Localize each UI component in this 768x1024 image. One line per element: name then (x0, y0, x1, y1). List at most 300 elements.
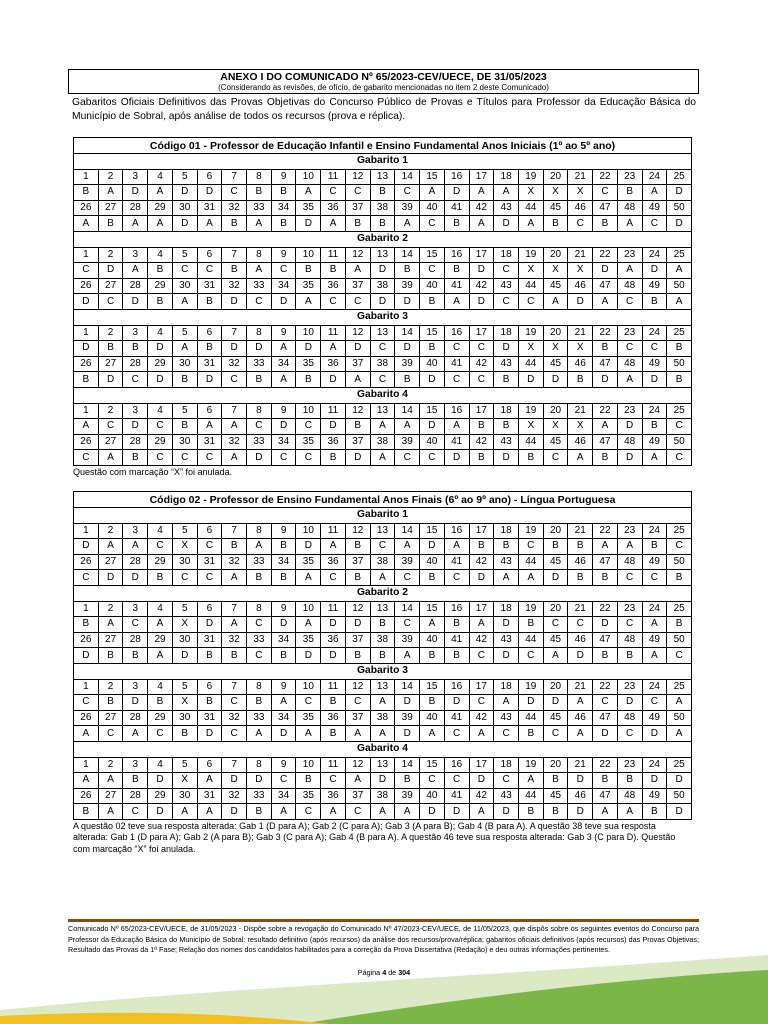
answer-cell: C (222, 372, 247, 388)
answer-cell: D (148, 372, 173, 388)
answer-cell: B (321, 263, 346, 279)
answer-cell: D (148, 773, 173, 789)
question-number: 39 (395, 278, 420, 294)
answer-cell: D (172, 216, 197, 232)
answer-key-table (73, 491, 692, 820)
answer-cell: D (296, 648, 321, 664)
question-number: 8 (247, 169, 272, 185)
question-number: 4 (148, 679, 173, 695)
answer-cell: C (568, 216, 593, 232)
answer-cell: B (543, 216, 568, 232)
answer-cell: B (148, 695, 173, 711)
answer-cell: C (296, 419, 321, 435)
question-number-row (74, 325, 692, 341)
answer-cell: A (494, 695, 519, 711)
question-number: 33 (247, 356, 272, 372)
question-number: 33 (247, 200, 272, 216)
question-number: 13 (370, 757, 395, 773)
gabarito-label: Gabarito 4 (74, 387, 692, 403)
question-number: 15 (420, 247, 445, 263)
answer-cell: C (197, 450, 222, 466)
answer-cell: A (444, 294, 469, 310)
question-number: 27 (98, 554, 123, 570)
question-number: 5 (172, 169, 197, 185)
answer-cell: D (74, 648, 99, 664)
question-number-row (74, 434, 692, 450)
answer-cell: X (172, 617, 197, 633)
answer-cell: A (395, 419, 420, 435)
question-number: 37 (345, 278, 370, 294)
answer-cell: B (123, 341, 148, 357)
answer-cell: A (617, 539, 642, 555)
answer-cell: X (172, 695, 197, 711)
question-number: 32 (222, 434, 247, 450)
question-number: 1 (74, 247, 99, 263)
answer-cell: C (197, 263, 222, 279)
question-number: 19 (518, 523, 543, 539)
answer-cell: B (469, 419, 494, 435)
question-number: 28 (123, 554, 148, 570)
question-number: 29 (148, 788, 173, 804)
question-number: 39 (395, 632, 420, 648)
answer-cell: D (642, 773, 667, 789)
answer-cell: A (543, 648, 568, 664)
question-number: 25 (667, 169, 692, 185)
question-number: 46 (568, 434, 593, 450)
answer-cell: C (123, 804, 148, 820)
question-number: 43 (494, 788, 519, 804)
question-number: 34 (271, 434, 296, 450)
question-number: 20 (543, 757, 568, 773)
question-number: 20 (543, 523, 568, 539)
question-number: 45 (543, 278, 568, 294)
answer-cell: B (197, 695, 222, 711)
answer-cell: D (172, 185, 197, 201)
answer-cell: A (222, 617, 247, 633)
answer-cell: B (98, 216, 123, 232)
answer-cell: B (345, 570, 370, 586)
question-number: 13 (370, 169, 395, 185)
intro-paragraph: Gabaritos Oficiais Definitivos das Provas Objetivas do Concurso Público de Provas e Títulos para Professor da Educação Básica do Município de Sobral, após análise de todos os recursos (prova e réplica). (72, 97, 696, 122)
question-number: 34 (271, 554, 296, 570)
question-number: 9 (271, 169, 296, 185)
answer-cell: A (667, 263, 692, 279)
question-number: 47 (593, 356, 618, 372)
question-number: 46 (568, 710, 593, 726)
answer-cell: D (222, 341, 247, 357)
question-number: 50 (667, 200, 692, 216)
question-number: 18 (494, 601, 519, 617)
answer-cell: B (420, 570, 445, 586)
question-number: 42 (469, 434, 494, 450)
question-number: 8 (247, 247, 272, 263)
answer-cell: D (222, 804, 247, 820)
question-number: 14 (395, 247, 420, 263)
answer-cell: B (444, 648, 469, 664)
question-number: 11 (321, 523, 346, 539)
answer-cell: A (518, 216, 543, 232)
question-number: 1 (74, 757, 99, 773)
question-number: 12 (345, 679, 370, 695)
question-number: 42 (469, 788, 494, 804)
answer-cell: D (395, 294, 420, 310)
question-number: 4 (148, 523, 173, 539)
question-number: 37 (345, 200, 370, 216)
question-number: 31 (197, 278, 222, 294)
question-number: 9 (271, 679, 296, 695)
answer-cell: C (172, 263, 197, 279)
question-number: 43 (494, 554, 519, 570)
question-number: 43 (494, 278, 519, 294)
answer-cell: B (222, 539, 247, 555)
answer-cell: B (494, 419, 519, 435)
answer-cell: B (593, 450, 618, 466)
question-number: 4 (148, 325, 173, 341)
question-number: 32 (222, 554, 247, 570)
answer-cell: A (593, 419, 618, 435)
question-number: 25 (667, 403, 692, 419)
answer-cell: D (296, 341, 321, 357)
question-number: 49 (642, 632, 667, 648)
answer-cell: A (222, 419, 247, 435)
answer-cell: A (321, 216, 346, 232)
question-number: 44 (518, 200, 543, 216)
question-number: 27 (98, 632, 123, 648)
question-number: 47 (593, 632, 618, 648)
answer-cell: B (321, 450, 346, 466)
question-number: 32 (222, 710, 247, 726)
question-number: 26 (74, 434, 99, 450)
question-number: 11 (321, 169, 346, 185)
answer-cell: B (123, 648, 148, 664)
question-number: 41 (444, 278, 469, 294)
question-number: 44 (518, 710, 543, 726)
question-number-row (74, 403, 692, 419)
answer-cell: C (667, 450, 692, 466)
question-number: 35 (296, 788, 321, 804)
question-number: 2 (98, 679, 123, 695)
question-number: 2 (98, 523, 123, 539)
question-number: 3 (123, 601, 148, 617)
answer-cell: A (642, 648, 667, 664)
question-number: 19 (518, 325, 543, 341)
question-number: 7 (222, 523, 247, 539)
answer-cell: C (642, 341, 667, 357)
question-number: 11 (321, 757, 346, 773)
question-number: 18 (494, 169, 519, 185)
question-number: 28 (123, 632, 148, 648)
question-number: 50 (667, 278, 692, 294)
answer-cell: A (667, 695, 692, 711)
answer-cell: C (345, 695, 370, 711)
question-number: 3 (123, 325, 148, 341)
question-number: 46 (568, 278, 593, 294)
question-number: 36 (321, 356, 346, 372)
answer-cell: D (296, 216, 321, 232)
answer-cell: C (222, 726, 247, 742)
question-number: 6 (197, 757, 222, 773)
answer-cell: C (444, 726, 469, 742)
answer-cell: A (494, 185, 519, 201)
question-number: 50 (667, 710, 692, 726)
answer-cell: A (247, 216, 272, 232)
answer-cell: B (667, 617, 692, 633)
answer-cell: B (247, 695, 272, 711)
question-number: 25 (667, 601, 692, 617)
question-number: 34 (271, 278, 296, 294)
answer-cell: C (370, 539, 395, 555)
question-number: 10 (296, 403, 321, 419)
question-number: 48 (617, 632, 642, 648)
question-number: 32 (222, 278, 247, 294)
question-number: 31 (197, 788, 222, 804)
question-number: 8 (247, 601, 272, 617)
answer-cell: D (444, 804, 469, 820)
question-number-row (74, 200, 692, 216)
question-number: 36 (321, 434, 346, 450)
answer-cell: D (420, 539, 445, 555)
question-number: 8 (247, 403, 272, 419)
question-number: 2 (98, 169, 123, 185)
question-number: 26 (74, 554, 99, 570)
question-number: 32 (222, 200, 247, 216)
answer-cell: D (543, 570, 568, 586)
answer-cell: C (617, 341, 642, 357)
question-number: 33 (247, 710, 272, 726)
answer-row (74, 695, 692, 711)
question-number-row (74, 679, 692, 695)
answer-cell: D (148, 341, 173, 357)
answer-cell: D (469, 263, 494, 279)
question-number: 36 (321, 554, 346, 570)
answer-cell: B (543, 804, 568, 820)
answer-cell: C (444, 341, 469, 357)
question-number: 35 (296, 356, 321, 372)
answer-cell: C (222, 695, 247, 711)
question-number: 31 (197, 710, 222, 726)
answer-cell: C (469, 341, 494, 357)
question-number: 26 (74, 200, 99, 216)
answer-cell: B (148, 570, 173, 586)
question-number: 26 (74, 710, 99, 726)
question-number: 11 (321, 403, 346, 419)
question-number: 15 (420, 523, 445, 539)
question-number: 36 (321, 788, 346, 804)
answer-cell: B (469, 450, 494, 466)
question-number: 17 (469, 403, 494, 419)
answer-cell: D (395, 695, 420, 711)
question-number: 2 (98, 757, 123, 773)
question-number: 23 (617, 325, 642, 341)
answer-cell: B (98, 341, 123, 357)
question-number: 10 (296, 325, 321, 341)
answer-cell: C (74, 263, 99, 279)
answer-cell: B (395, 263, 420, 279)
question-number: 23 (617, 523, 642, 539)
question-number: 32 (222, 788, 247, 804)
page-current: 4 (382, 968, 387, 977)
question-number: 28 (123, 434, 148, 450)
question-number: 3 (123, 169, 148, 185)
answer-cell: D (420, 372, 445, 388)
question-number: 14 (395, 169, 420, 185)
question-number: 17 (469, 679, 494, 695)
answer-cell: A (247, 539, 272, 555)
answer-cell: A (123, 726, 148, 742)
question-number: 10 (296, 523, 321, 539)
answer-cell: C (494, 773, 519, 789)
question-number: 12 (345, 403, 370, 419)
answer-cell: A (321, 539, 346, 555)
answer-cell: B (420, 294, 445, 310)
question-number: 3 (123, 247, 148, 263)
answer-cell: B (444, 216, 469, 232)
question-number: 23 (617, 679, 642, 695)
annex-title: ANEXO I DO COMUNICADO Nº 65/2023-CEV/UECE, DE 31/05/2023 (220, 71, 547, 83)
answer-cell: B (370, 185, 395, 201)
answer-cell: C (345, 185, 370, 201)
answer-cell: C (444, 372, 469, 388)
answer-cell: A (593, 294, 618, 310)
answer-cell: D (98, 263, 123, 279)
page-number: Página 4 de 304 (357, 968, 411, 977)
answer-cell: A (345, 726, 370, 742)
question-number: 30 (172, 200, 197, 216)
answer-cell: C (593, 695, 618, 711)
question-number: 40 (420, 434, 445, 450)
answer-cell: B (345, 539, 370, 555)
answer-cell: A (296, 726, 321, 742)
question-number: 12 (345, 601, 370, 617)
answer-cell: A (148, 216, 173, 232)
answer-cell: D (271, 726, 296, 742)
question-number: 46 (568, 356, 593, 372)
answer-cell: C (321, 294, 346, 310)
question-number: 41 (444, 710, 469, 726)
question-number: 16 (444, 247, 469, 263)
question-number: 49 (642, 554, 667, 570)
answer-cell: B (395, 773, 420, 789)
question-number: 38 (370, 554, 395, 570)
answer-cell: D (494, 617, 519, 633)
answer-cell: D (74, 341, 99, 357)
answer-cell: D (98, 570, 123, 586)
question-number: 13 (370, 601, 395, 617)
question-number: 10 (296, 247, 321, 263)
answer-cell: D (518, 372, 543, 388)
answer-cell: B (568, 570, 593, 586)
answer-cell: A (247, 263, 272, 279)
question-number: 14 (395, 523, 420, 539)
question-number: 3 (123, 523, 148, 539)
question-number: 26 (74, 632, 99, 648)
answer-cell: C (617, 570, 642, 586)
gabarito-label: Gabarito 2 (74, 231, 692, 247)
question-number: 8 (247, 679, 272, 695)
question-number: 3 (123, 757, 148, 773)
question-number: 7 (222, 601, 247, 617)
question-number: 42 (469, 356, 494, 372)
answer-cell: B (123, 773, 148, 789)
answer-cell: B (543, 539, 568, 555)
answer-cell: D (123, 185, 148, 201)
gabarito-label-row (74, 387, 692, 403)
answer-cell: C (345, 804, 370, 820)
question-number: 30 (172, 356, 197, 372)
answer-cell: B (617, 773, 642, 789)
question-number: 21 (568, 523, 593, 539)
question-number: 19 (518, 247, 543, 263)
question-number: 30 (172, 278, 197, 294)
answer-cell: D (494, 450, 519, 466)
question-number: 15 (420, 169, 445, 185)
answer-cell: B (642, 539, 667, 555)
question-number: 38 (370, 434, 395, 450)
answer-cell: A (197, 216, 222, 232)
answer-cell: A (197, 773, 222, 789)
question-number: 18 (494, 247, 519, 263)
answer-cell: C (518, 539, 543, 555)
answer-cell: A (271, 804, 296, 820)
question-number: 23 (617, 169, 642, 185)
question-number: 22 (593, 523, 618, 539)
answer-cell: C (667, 419, 692, 435)
answer-cell: D (444, 185, 469, 201)
answer-cell: B (271, 216, 296, 232)
question-number: 44 (518, 356, 543, 372)
question-number: 18 (494, 523, 519, 539)
question-number: 9 (271, 247, 296, 263)
question-number: 35 (296, 434, 321, 450)
answer-cell: C (247, 419, 272, 435)
question-number: 1 (74, 679, 99, 695)
answer-cell: D (247, 341, 272, 357)
question-number: 40 (420, 710, 445, 726)
answer-cell: D (247, 773, 272, 789)
question-number: 11 (321, 325, 346, 341)
question-number: 37 (345, 554, 370, 570)
question-number: 37 (345, 632, 370, 648)
question-number: 27 (98, 788, 123, 804)
question-number: 22 (593, 679, 618, 695)
question-number: 12 (345, 169, 370, 185)
question-number: 19 (518, 403, 543, 419)
answer-cell: D (345, 617, 370, 633)
answer-row (74, 341, 692, 357)
question-number: 6 (197, 325, 222, 341)
question-number: 5 (172, 757, 197, 773)
answer-cell: C (148, 419, 173, 435)
question-number: 16 (444, 601, 469, 617)
question-number: 36 (321, 632, 346, 648)
question-number: 24 (642, 757, 667, 773)
question-number: 28 (123, 278, 148, 294)
question-number: 8 (247, 523, 272, 539)
answer-cell: C (271, 263, 296, 279)
answer-cell: B (518, 450, 543, 466)
question-number: 33 (247, 434, 272, 450)
question-number: 24 (642, 325, 667, 341)
answer-cell: C (172, 450, 197, 466)
question-number: 41 (444, 200, 469, 216)
answer-cell: D (74, 539, 99, 555)
answer-cell: D (123, 294, 148, 310)
question-number: 16 (444, 403, 469, 419)
question-number-row (74, 169, 692, 185)
question-number: 18 (494, 325, 519, 341)
answer-key-table (73, 137, 692, 466)
question-number: 26 (74, 356, 99, 372)
